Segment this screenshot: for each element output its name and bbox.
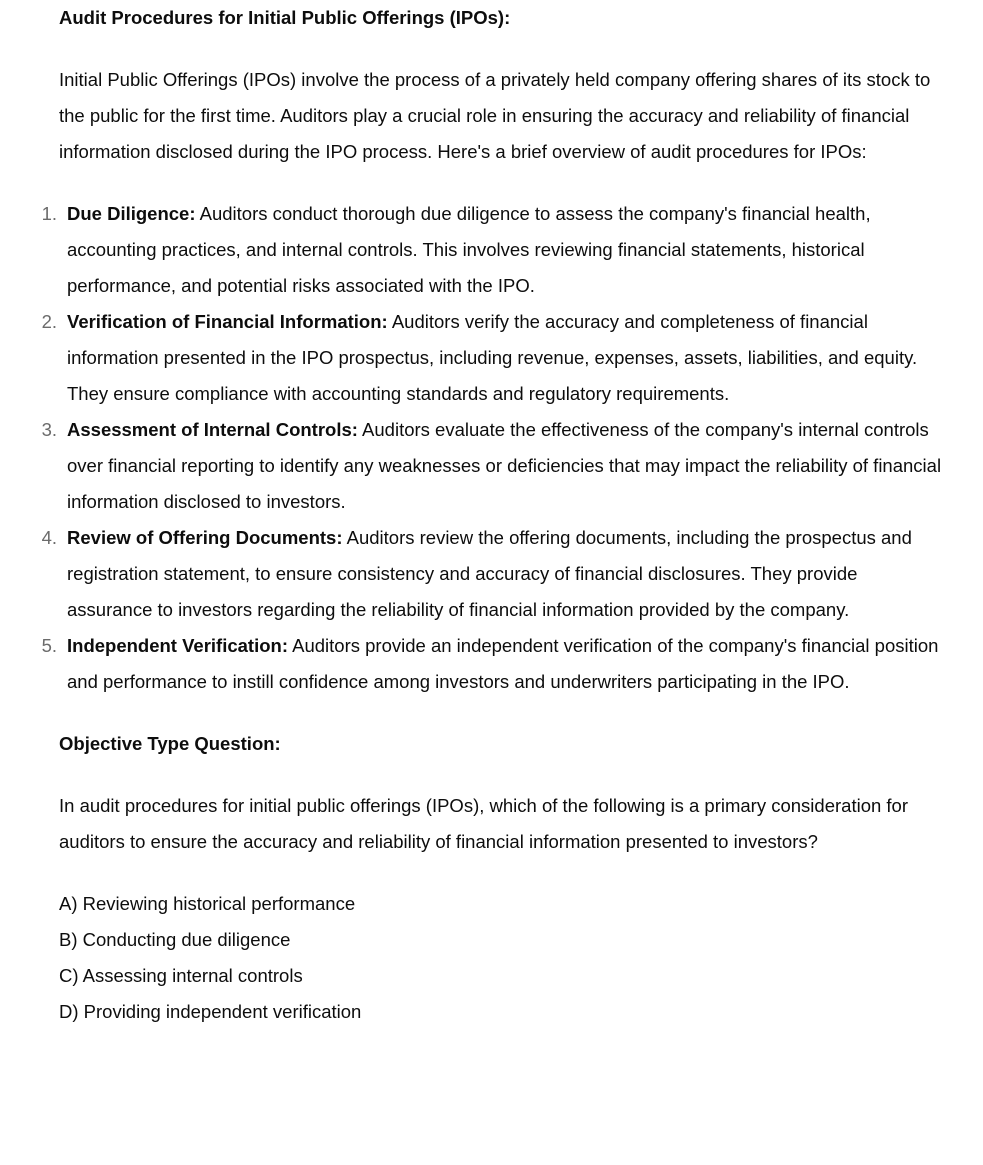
question-heading: Objective Type Question: <box>59 733 281 754</box>
list-item-label: Review of Offering Documents: <box>67 527 343 548</box>
question-paragraph: In audit procedures for initial public offerings (IPOs), which of the following is a primary consideration for auditors to ensure the accuracy and reliability of financial information presented to investors? <box>59 795 909 852</box>
audit-procedures-list <box>41 196 944 700</box>
list-item <box>41 412 944 520</box>
document-heading: Audit Procedures for Initial Public Offerings (IPOs): <box>59 7 511 28</box>
list-item-text: Auditors conduct thorough due diligence to assess the company's financial health, accounting practices, and internal controls. This involves reviewing financial statements, historical performance, and potential risks associated with the IPO. <box>67 203 871 296</box>
list-item-marker: 3. <box>41 419 57 440</box>
list-item-label: Independent Verification: <box>67 635 288 656</box>
list-item <box>41 196 944 304</box>
list-item-text: Auditors evaluate the effectiveness of the company's internal controls over financial reporting to identify any weaknesses or deficiencies that may impact the reliability of financial information disclosed to investors. <box>67 419 942 512</box>
list-item <box>41 520 944 628</box>
option-line-b: B) Conducting due diligence <box>59 929 291 950</box>
option-line-d: D) Providing independent verification <box>59 1001 362 1022</box>
list-item-marker: 5. <box>41 635 57 656</box>
list-item <box>41 304 944 412</box>
option-line-c: C) Assessing internal controls <box>59 965 303 986</box>
list-item-marker: 2. <box>41 311 57 332</box>
list-item <box>41 628 944 700</box>
list-item-label: Verification of Financial Information: <box>67 311 388 332</box>
list-item-text: Auditors review the offering documents, including the prospectus and registration statement, to ensure consistency and accuracy of financial disclosures. They provide assurance to investors regarding the reliability of financial information provided by the company. <box>67 527 912 620</box>
list-item-text: Auditors provide an independent verification of the company's financial position and performance to instill confidence among investors and underwriters participating in the IPO. <box>67 635 939 692</box>
list-item-label: Assessment of Internal Controls: <box>67 419 358 440</box>
list-item-label: Due Diligence: <box>67 203 196 224</box>
list-item-marker: 1. <box>41 203 57 224</box>
list-item-text: Auditors verify the accuracy and completeness of financial information presented in the IPO prospectus, including revenue, expenses, assets, liabilities, and equity. They ensure compliance with accounting standards and regulatory requirements. <box>67 311 918 404</box>
intro-paragraph: Initial Public Offerings (IPOs) involve the process of a privately held company offering shares of its stock to the public for the first time. Auditors play a crucial role in ensuring the accuracy and reliability of financial information disclosed during the IPO process. Here's a brief overview of audit procedures for IPOs: <box>59 69 931 162</box>
option-line-a: A) Reviewing historical performance <box>59 893 356 914</box>
document-body <box>41 0 944 1030</box>
list-item-marker: 4. <box>41 527 57 548</box>
answer-options-block <box>59 886 944 1030</box>
